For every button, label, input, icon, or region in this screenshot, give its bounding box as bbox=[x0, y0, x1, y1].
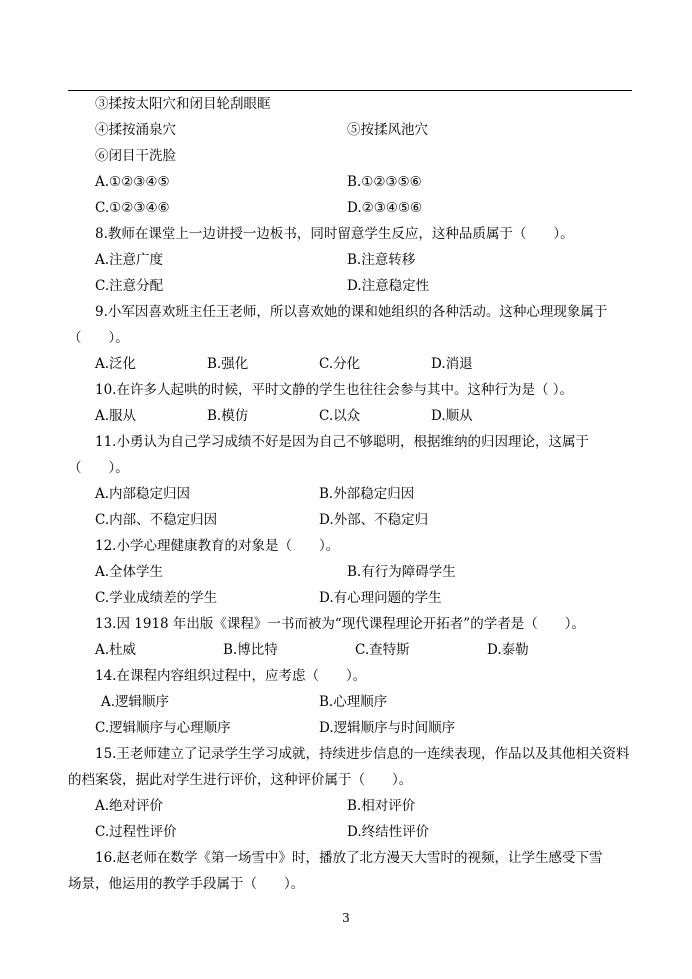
q15-stem-line1: 15.王老师建立了记录学生学习成就，持续进步信息的一连续表现，作品以及其他相关资料 bbox=[95, 746, 630, 762]
q9-stem-line1: 9.小军因喜欢班主任王老师，所以喜欢她的课和她组织的各种活动。这种心理现象属于 bbox=[95, 304, 608, 320]
q8-option-d: D.注意稳定性 bbox=[347, 278, 430, 294]
q9-option-c: C.分化 bbox=[319, 356, 361, 372]
q16-stem-line1: 16.赵老师在数学《第一场雪中》时，播放了北方漫天大雪时的视频，让学生感受下雪 bbox=[95, 850, 603, 866]
q7-item-6: ⑥闭目干洗脸 bbox=[95, 148, 176, 164]
q11-stem-line1: 11.小勇认为自己学习成绩不好是因为自己不够聪明，根据维纳的归因理论，这属于 bbox=[95, 434, 589, 450]
q12-option-b: B.有行为障碍学生 bbox=[347, 564, 456, 580]
q11-option-a: A.内部稳定归因 bbox=[95, 486, 191, 502]
q10-option-b: B.模仿 bbox=[207, 408, 249, 424]
q13-option-c: C.查特斯 bbox=[355, 642, 410, 658]
q11-option-d: D.外部、不稳定归 bbox=[319, 512, 429, 528]
q15-option-c: C.过程性评价 bbox=[95, 824, 177, 840]
q7-item-4: ④揉按涌泉穴 bbox=[95, 122, 176, 138]
q9-option-d: D.消退 bbox=[431, 356, 473, 372]
q11-option-c: C.内部、不稳定归因 bbox=[95, 512, 218, 528]
q8-option-c: C.注意分配 bbox=[95, 278, 164, 294]
q10-option-d: D.顺从 bbox=[431, 408, 473, 424]
q15-option-b: B.相对评价 bbox=[347, 798, 416, 814]
q14-option-d: D.逻辑顺序与时间顺序 bbox=[319, 720, 456, 736]
q13-option-a: A.杜威 bbox=[95, 642, 137, 658]
q8-stem: 8.教师在课堂上一边讲授一边板书，同时留意学生反应，这种品质属于（ ）。 bbox=[95, 226, 574, 242]
header-rule bbox=[68, 90, 632, 91]
q14-option-b: B.心理顺序 bbox=[319, 694, 388, 710]
q11-option-b: B.外部稳定归因 bbox=[319, 486, 415, 502]
q7-item-5: ⑤按揉风池穴 bbox=[347, 122, 428, 138]
q10-option-a: A.服从 bbox=[95, 408, 137, 424]
q9-stem-line2: （ ）。 bbox=[68, 330, 129, 346]
q16-stem-line2: 场景，他运用的教学手段属于（ ）。 bbox=[68, 876, 305, 892]
q13-stem: 13.因 1918 年出版《课程》一书而被为“现代课程理论开拓者”的学者是（ ）。 bbox=[95, 616, 585, 632]
q12-option-a: A.全体学生 bbox=[95, 564, 164, 580]
q14-stem: 14.在课程内容组织过程中，应考虑（ ）。 bbox=[95, 668, 367, 684]
q15-option-a: A.绝对评价 bbox=[95, 798, 164, 814]
q9-option-b: B.强化 bbox=[207, 356, 249, 372]
q7-option-c: C.①②③④⑥ bbox=[95, 200, 170, 216]
q14-option-a: A.逻辑顺序 bbox=[101, 694, 170, 710]
page-number: 3 bbox=[342, 911, 350, 925]
q10-stem: 10.在许多人起哄的时候，平时文静的学生也往往会参与其中。这种行为是（ ）。 bbox=[95, 382, 574, 398]
q10-option-c: C.以众 bbox=[319, 408, 361, 424]
q13-option-b: B.博比特 bbox=[223, 642, 278, 658]
q14-option-c: C.逻辑顺序与心理顺序 bbox=[95, 720, 231, 736]
q15-option-d: D.终结性评价 bbox=[347, 824, 430, 840]
q12-stem: 12.小学心理健康教育的对象是（ ）。 bbox=[95, 538, 340, 554]
q12-option-c: C.学业成绩差的学生 bbox=[95, 590, 218, 606]
q8-option-b: B.注意转移 bbox=[347, 252, 416, 268]
q7-option-a: A.①②③④⑤ bbox=[95, 174, 170, 190]
q12-option-d: D.有心理问题的学生 bbox=[319, 590, 442, 606]
q15-stem-line2: 的档案袋，据此对学生进行评价，这种评价属于（ ）。 bbox=[68, 772, 413, 788]
q7-item-3: ③揉按太阳穴和闭目轮刮眼眶 bbox=[95, 96, 271, 112]
q11-stem-line2: （ ）。 bbox=[68, 460, 129, 476]
q7-option-b: B.①②③⑤⑥ bbox=[347, 174, 422, 190]
q13-option-d: D.泰勒 bbox=[487, 642, 529, 658]
q9-option-a: A.泛化 bbox=[95, 356, 137, 372]
q7-option-d: D.②③④⑤⑥ bbox=[347, 200, 423, 216]
q8-option-a: A.注意广度 bbox=[95, 252, 164, 268]
